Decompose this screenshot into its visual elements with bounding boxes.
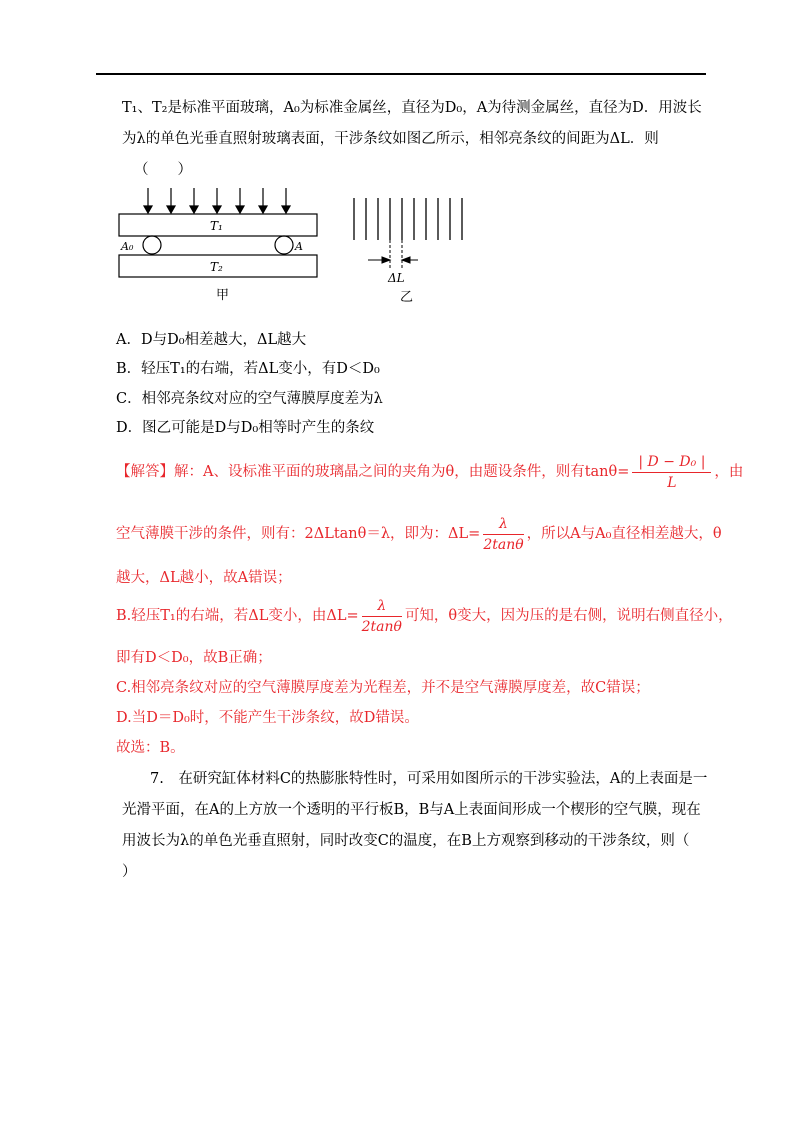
answer-line3: 越大，ΔL越小，故A错误； (116, 570, 292, 586)
fraction-tan (632, 453, 711, 492)
answer-line8: 故选：B。 (116, 740, 185, 756)
problem7-line2: 光滑平面，在A的上方放一个透明的平行板B，B与A上表面间形成一个楔形的空气膜，现在 (122, 802, 701, 818)
option-c: C．相邻亮条纹对应的空气薄膜厚度差为λ (116, 391, 383, 407)
problem7-line4: ） (122, 864, 137, 880)
answer-line2 (116, 512, 722, 556)
fraction-delta-l (483, 515, 523, 554)
fraction-delta-l-b-numerator: λ (362, 597, 402, 617)
fringes (354, 198, 462, 240)
answer-line4-tail: 可知，θ变大，因为压的是右侧，说明右侧直径小， (404, 608, 733, 624)
answer-tag: 【解答】 (116, 464, 174, 480)
answer-line5: 即有D＜D₀，故B正确； (116, 650, 272, 666)
option-d: D．图乙可能是D与D₀相等时产生的条纹 (116, 420, 375, 436)
interference-figure (112, 188, 482, 308)
yi-caption: 乙 (400, 290, 414, 305)
problem7-line3: 用波长为λ的单色光垂直照射，同时改变C的温度，在B上方观察到移动的干涉条纹，则（ (122, 833, 690, 849)
answer-line4 (116, 594, 733, 638)
answer-line1 (116, 450, 743, 494)
wire-a0 (143, 236, 161, 254)
fraction-tan-numerator: | D − D₀ | (632, 453, 711, 473)
fraction-delta-l-b (362, 597, 402, 636)
answer-line2-tail: ，所以A与A₀直径相差越大，θ (526, 526, 722, 542)
answer-line4-text: B.轻压T₁的右端，若ΔL变小，由ΔL= (116, 608, 359, 624)
fraction-delta-l-denominator: 2tanθ (483, 536, 524, 553)
t2-label: T₂ (210, 260, 223, 274)
problem6-line2: 为λ的单色光垂直照射玻璃表面，干涉条纹如图乙所示，相邻亮条纹的间距为ΔL．则 (122, 131, 659, 147)
header-rule (96, 73, 706, 75)
jia-caption: 甲 (216, 288, 230, 303)
fraction-delta-l-numerator: λ (483, 515, 523, 535)
delta-l-marker (368, 240, 418, 268)
light-arrows (144, 188, 290, 213)
problem6-line1: T₁、T₂是标准平面玻璃，A₀为标准金属丝，直径为D₀，A为待测金属丝，直径为D．用波长 (122, 100, 702, 116)
a0-label: A₀ (121, 240, 134, 253)
fraction-delta-l-b-denominator: 2tanθ (361, 618, 402, 635)
t1-label: T₁ (210, 219, 223, 233)
problem7-line1: 7. 在研究缸体材料C的热膨胀特性时，可采用如图所示的干涉实验法，A的上表面是一 (150, 771, 708, 787)
problem6-paren: （ ） (134, 162, 192, 178)
fraction-tan-denominator: L (667, 474, 677, 491)
option-a: A．D与D₀相差越大，ΔL越大 (116, 332, 307, 348)
answer-line6: C.相邻亮条纹对应的空气薄膜厚度差为光程差，并不是空气薄膜厚度差，故C错误； (116, 680, 650, 696)
delta-l-label: ΔL (388, 271, 405, 285)
answer-line1-tail: ，由 (714, 464, 744, 480)
a-label: A (295, 240, 303, 253)
wire-a (275, 236, 293, 254)
option-b: B．轻压T₁的右端，若ΔL变小，有D＜D₀ (116, 361, 380, 377)
answer-line1-text: 解：A、设标准平面的玻璃晶之间的夹角为θ，由题设条件，则有tanθ= (174, 464, 630, 480)
answer-line2-text: 空气薄膜干涉的条件，则有：2ΔLtanθ＝λ，即为：ΔL= (116, 526, 481, 542)
answer-line7: D.当D＝D₀时，不能产生干涉条纹，故D错误。 (116, 710, 419, 726)
